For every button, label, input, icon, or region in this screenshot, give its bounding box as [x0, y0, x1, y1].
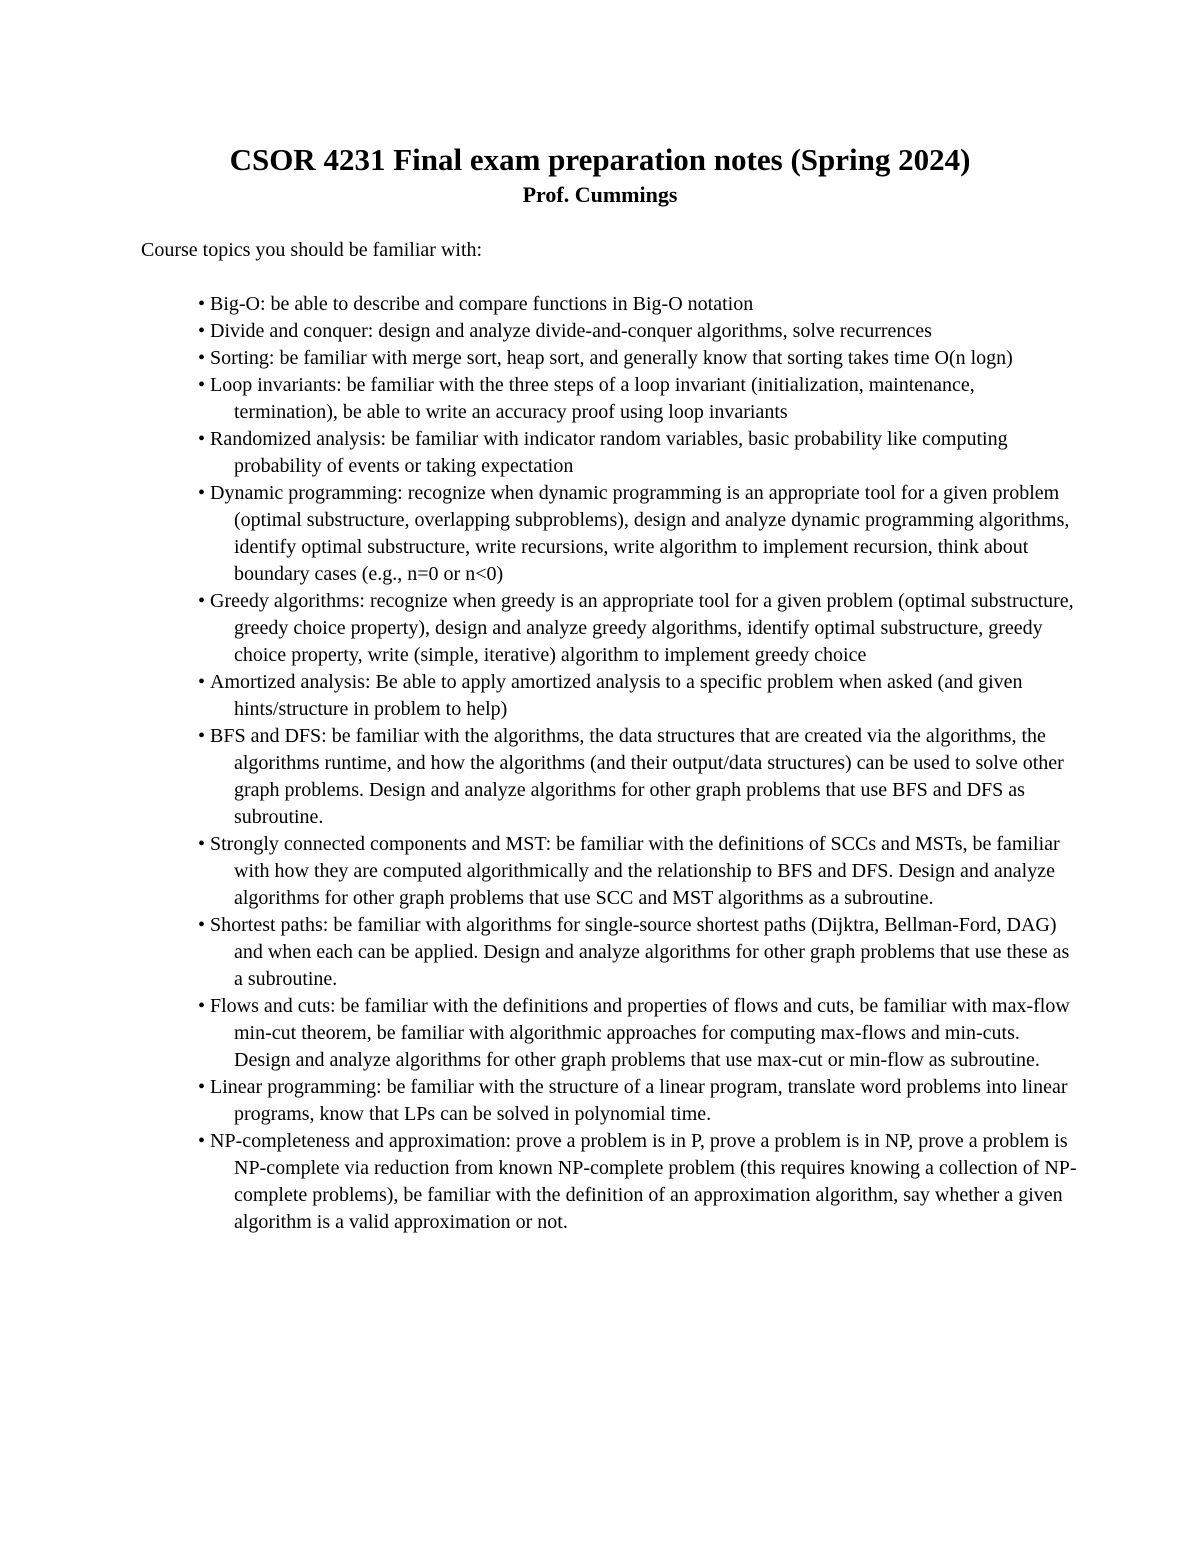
- bullet-icon: •: [198, 833, 206, 855]
- bullet-icon: •: [198, 374, 206, 396]
- topic-text: Greedy algorithms: recognize when greedy is an appropriate tool for a given problem (optimal substructure, greedy choice property), design and analyze greedy algorithms, identify optimal substructure, greedy choice property, write (simple, iterative) algorithm to implement greedy choice: [210, 590, 1074, 666]
- list-item: [198, 480, 1078, 588]
- list-item: [198, 669, 1078, 723]
- topic-text: Strongly connected components and MST: be familiar with the definitions of SCCs and MSTs, be familiar with how they are computed algorithmically and the relationship to BFS and DFS. Design and analyze algorithms for other graph problems that use SCC and MST algorithms as a subroutine.: [210, 833, 1060, 909]
- topic-text: Shortest paths: be familiar with algorithms for single-source shortest paths (Dijktra, Bellman-Ford, DAG) and when each can be applied. Design and analyze algorithms for other graph problems that use these as a subroutine.: [210, 914, 1070, 990]
- bullet-icon: •: [198, 482, 206, 504]
- list-item: [198, 372, 1078, 426]
- topic-text: BFS and DFS: be familiar with the algorithms, the data structures that are created via the algorithms, the algorithms runtime, and how the algorithms (and their output/data structures) can be used to solve other graph problems. Design and analyze algorithms for other graph problems that use BFS and DFS as subroutine.: [210, 725, 1064, 828]
- topic-list: [198, 291, 1078, 1236]
- topic-text: Big-O: be able to describe and compare functions in Big-O notation: [210, 293, 754, 315]
- list-item: [198, 1128, 1078, 1236]
- list-item: [198, 345, 1078, 372]
- topic-text: Divide and conquer: design and analyze divide-and-conquer algorithms, solve recurrences: [210, 320, 932, 342]
- list-item: [198, 993, 1078, 1074]
- topic-text: Sorting: be familiar with merge sort, heap sort, and generally know that sorting takes time O(n logn): [210, 347, 1013, 369]
- topic-text: Linear programming: be familiar with the structure of a linear program, translate word problems into linear programs, know that LPs can be solved in polynomial time.: [210, 1076, 1068, 1125]
- bullet-icon: •: [198, 725, 206, 747]
- bullet-icon: •: [198, 1076, 206, 1098]
- page-title: CSOR 4231 Final exam preparation notes (Spring 2024): [229, 142, 971, 177]
- bullet-icon: •: [198, 590, 206, 612]
- list-item: [198, 1074, 1078, 1128]
- list-item: [198, 831, 1078, 912]
- topic-text: Loop invariants: be familiar with the three steps of a loop invariant (initialization, maintenance, termination), be able to write an accuracy proof using loop invariants: [210, 374, 975, 423]
- list-item: [198, 723, 1078, 831]
- bullet-icon: •: [198, 320, 206, 342]
- topic-text: NP-completeness and approximation: prove a problem is in P, prove a problem is in NP, prove a problem is NP-complete via reduction from known NP-complete problem (this requires knowing a collection of NP-complete problems), be familiar with the definition of an approximation algorithm, say whether a given algorithm is a valid approximation or not.: [210, 1130, 1077, 1233]
- bullet-icon: •: [198, 671, 206, 693]
- page-subtitle: Prof. Cummings: [522, 182, 678, 207]
- list-item: [198, 318, 1078, 345]
- bullet-icon: •: [198, 1130, 206, 1152]
- topic-text: Dynamic programming: recognize when dynamic programming is an appropriate tool for a given problem (optimal substructure, overlapping subproblems), design and analyze dynamic programming algorithms, identify optimal substructure, write recursions, write algorithm to implement recursion, think about boundary cases (e.g., n=0 or n<0): [210, 482, 1070, 585]
- bullet-icon: •: [198, 995, 206, 1017]
- topic-text: Flows and cuts: be familiar with the definitions and properties of flows and cuts, be familiar with max-flow min-cut theorem, be familiar with algorithmic approaches for computing max-flows and min-cuts. Design and analyze algorithms for other graph problems that use max-cut or min-flow as subroutine.: [210, 995, 1070, 1071]
- list-item: [198, 291, 1078, 318]
- bullet-icon: •: [198, 428, 206, 450]
- topic-text: Amortized analysis: Be able to apply amortized analysis to a specific problem when asked (and given hints/structure in problem to help): [210, 671, 1023, 720]
- list-item: [198, 912, 1078, 993]
- list-item: [198, 588, 1078, 669]
- list-item: [198, 426, 1078, 480]
- intro-text: Course topics you should be familiar with:: [141, 239, 483, 261]
- bullet-icon: •: [198, 914, 206, 936]
- bullet-icon: •: [198, 347, 206, 369]
- bullet-icon: •: [198, 293, 206, 315]
- topic-text: Randomized analysis: be familiar with indicator random variables, basic probability like computing probability of events or taking expectation: [210, 428, 1008, 477]
